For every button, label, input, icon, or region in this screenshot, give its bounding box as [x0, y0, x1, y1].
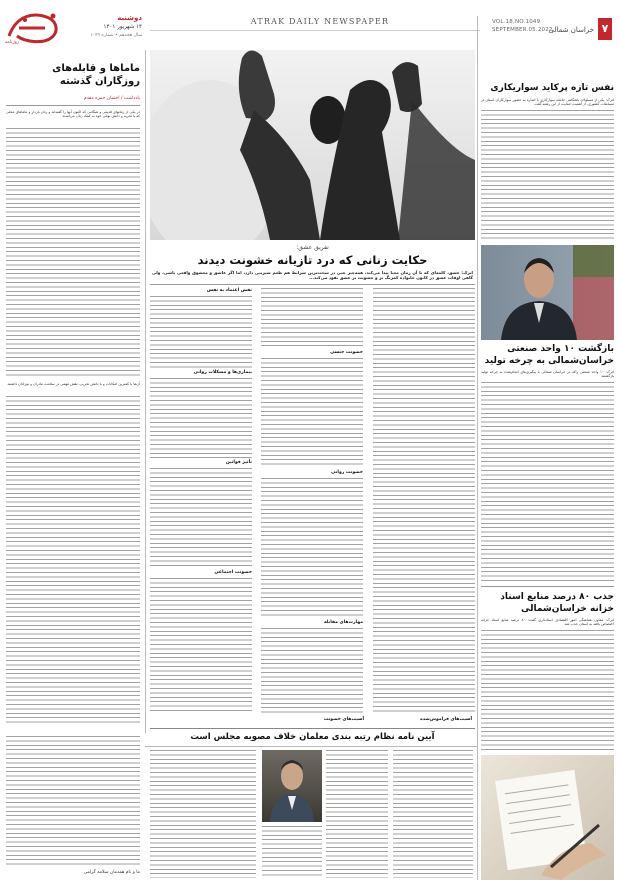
- center-col-mid-text-3: [261, 478, 363, 618]
- right-photo-official: [481, 245, 614, 340]
- portrait-official-graphic: [481, 245, 614, 340]
- page-number-badge: ۷: [598, 18, 612, 40]
- left-text-block-2: [6, 396, 140, 726]
- center-bottom-rule: [150, 728, 475, 729]
- center-kicker: تفریق عشق:: [296, 244, 329, 251]
- center-col-left-text-3: [150, 468, 252, 568]
- column-rule-left: [145, 50, 146, 733]
- center-col-mid-text-2: [261, 358, 363, 468]
- center-subhead-9: آسیب‌های فراموش‌شده: [420, 717, 472, 722]
- bottom-photo: [262, 750, 322, 822]
- bottom-text-col-1: [393, 750, 473, 878]
- english-date: SEPTEMBER.05.2022: [492, 27, 553, 33]
- right-story2-title: بازگشت ۱۰ واحد صنعتی خراسان‌شمالی به چرخه تولید: [484, 344, 614, 366]
- left-text-block-3: [6, 736, 140, 866]
- right-story2-lead: اترک: ۱۰ واحد صنعتی راکد در خراسان شمالی با پیگیری‌های انجام‌شده به چرخه تولید بازگشتند: [481, 370, 614, 379]
- right-column: [481, 50, 614, 880]
- center-lead-rule: [150, 284, 475, 285]
- center-subhead-7: خشونت اجتماعی: [214, 570, 252, 575]
- date-fa: ۱۴ شهریور ۱۴۰۱: [103, 24, 142, 30]
- right-photo-documents: [481, 755, 614, 880]
- logo-sub: روزنامه: [5, 40, 19, 45]
- paper-name-en: ATRAK DAILY NEWSPAPER: [250, 17, 390, 26]
- right-divider: [481, 586, 614, 587]
- column-rule-right: [477, 16, 478, 880]
- left-story-byline: یادداشت / احسان حمزه مقدم: [83, 96, 140, 101]
- right-story3-lead: اترک: معاون هماهنگی امور اقتصادی استانداری گفت: ۸۰ درصد منابع اسناد خزانه اختصاص یافته به استان جذب شد: [481, 618, 614, 627]
- section-label: خراسان شمالی: [548, 26, 594, 34]
- left-story-para2: آن‌ها با کمترین امکانات و با دانش تجربی، نقش مهمی در سلامت مادران و نوزادان داشتند: [7, 382, 140, 386]
- bottom-text-col-4: [150, 750, 256, 878]
- center-col-left-text-1: [150, 296, 252, 368]
- center-subhead-6: تأثیر قوانین: [225, 460, 252, 465]
- header-bar: [0, 0, 620, 50]
- center-subhead-5: بیماری‌ها و مشکلات روانی: [193, 370, 252, 375]
- right-story2-text: [481, 382, 614, 582]
- center-body: [150, 288, 475, 718]
- center-col-mid-text-4: [261, 628, 363, 714]
- documents-pen-graphic: [481, 755, 614, 880]
- header-rule: [150, 30, 480, 31]
- bottom-headline-rule: [145, 746, 477, 747]
- portrait-man-graphic: [262, 750, 322, 822]
- center-subhead-1: خشونت جنسی: [330, 350, 363, 355]
- bottom-headline: آیین نامه نظام رتبه بندی معلمان خلاف مصوبه مجلس است: [190, 732, 435, 742]
- shadow-silhouette-graphic: [150, 50, 475, 240]
- right-story1-text: [481, 110, 614, 240]
- center-subhead-2: خشونت روانی: [331, 470, 363, 475]
- weekday: دوشنبه: [117, 14, 142, 22]
- volume-label: VOL.18,NO.1049: [492, 19, 541, 25]
- left-story-excerpt: در یکی از زمانهای قدیمی و هنگامی که اکنون آنها را گفته‌اند و زنان باردار و ماماهای محلی که با تجربه و دانش بومی خود به کمک زنان می‌آمدند: [6, 110, 140, 119]
- bottom-text-col-3: [262, 826, 322, 878]
- center-headline: حکایت زنانی که درد تازیانه خشونت دیدند: [197, 253, 428, 267]
- right-story1-lead: اترک: یکی از مسئولان باشگاهی جامعه سوارکاری با اشاره به حضور سوارکاران استان در مسابقات کشوری، از اهمیت حمایت از این رشته گفت: [481, 98, 614, 107]
- center-photo: [150, 50, 475, 240]
- left-story-title: ماماها و قابله‌های روزگاران گذشته: [52, 63, 140, 87]
- center-col-right-text: [373, 288, 475, 714]
- right-story1-title: نفس تازه پرکاید سواریکاری: [490, 83, 614, 93]
- center-col-left-text-4: [150, 578, 252, 714]
- left-title-rule: [6, 105, 140, 106]
- center-subhead-4: نقش اعتماد به نفس: [206, 288, 252, 293]
- center-subhead-3: مهارت‌های مقابله: [323, 620, 363, 625]
- logo-block: [5, 6, 63, 50]
- center-lead: اترک: عشق، کلمه‌ای که تا آن زمان معنا پیدا می‌کند، همه‌چیز حتی در سخت‌ترین شرایط هم طعم شیرینی دارد، اما اگر عاشق و معشوق واقعی باشی، ولی گاهی اوقات عشق در کانون خانواده کمرنگ تر و خشونت بر عشق نفوذ می‌کند...: [152, 270, 473, 280]
- bottom-text-col-2: [326, 750, 388, 878]
- issue-line: سال هجدهم • شماره ۱۰۴۹: [90, 33, 142, 38]
- left-story-subhead: ما و نام همدمان سلامه گرامی: [83, 870, 140, 875]
- center-col-left-text-2: [150, 378, 252, 458]
- center-subhead-8: آسیب‌های خشونت: [323, 717, 364, 722]
- right-story3-text: [481, 630, 614, 750]
- left-text-block-1: [6, 128, 140, 378]
- right-story3-title: جذب ۸۰ درصد منابع اسناد خزانه خراسان‌شمالی: [500, 592, 614, 614]
- center-col-mid-text-1: [261, 288, 363, 348]
- left-column: [6, 52, 140, 880]
